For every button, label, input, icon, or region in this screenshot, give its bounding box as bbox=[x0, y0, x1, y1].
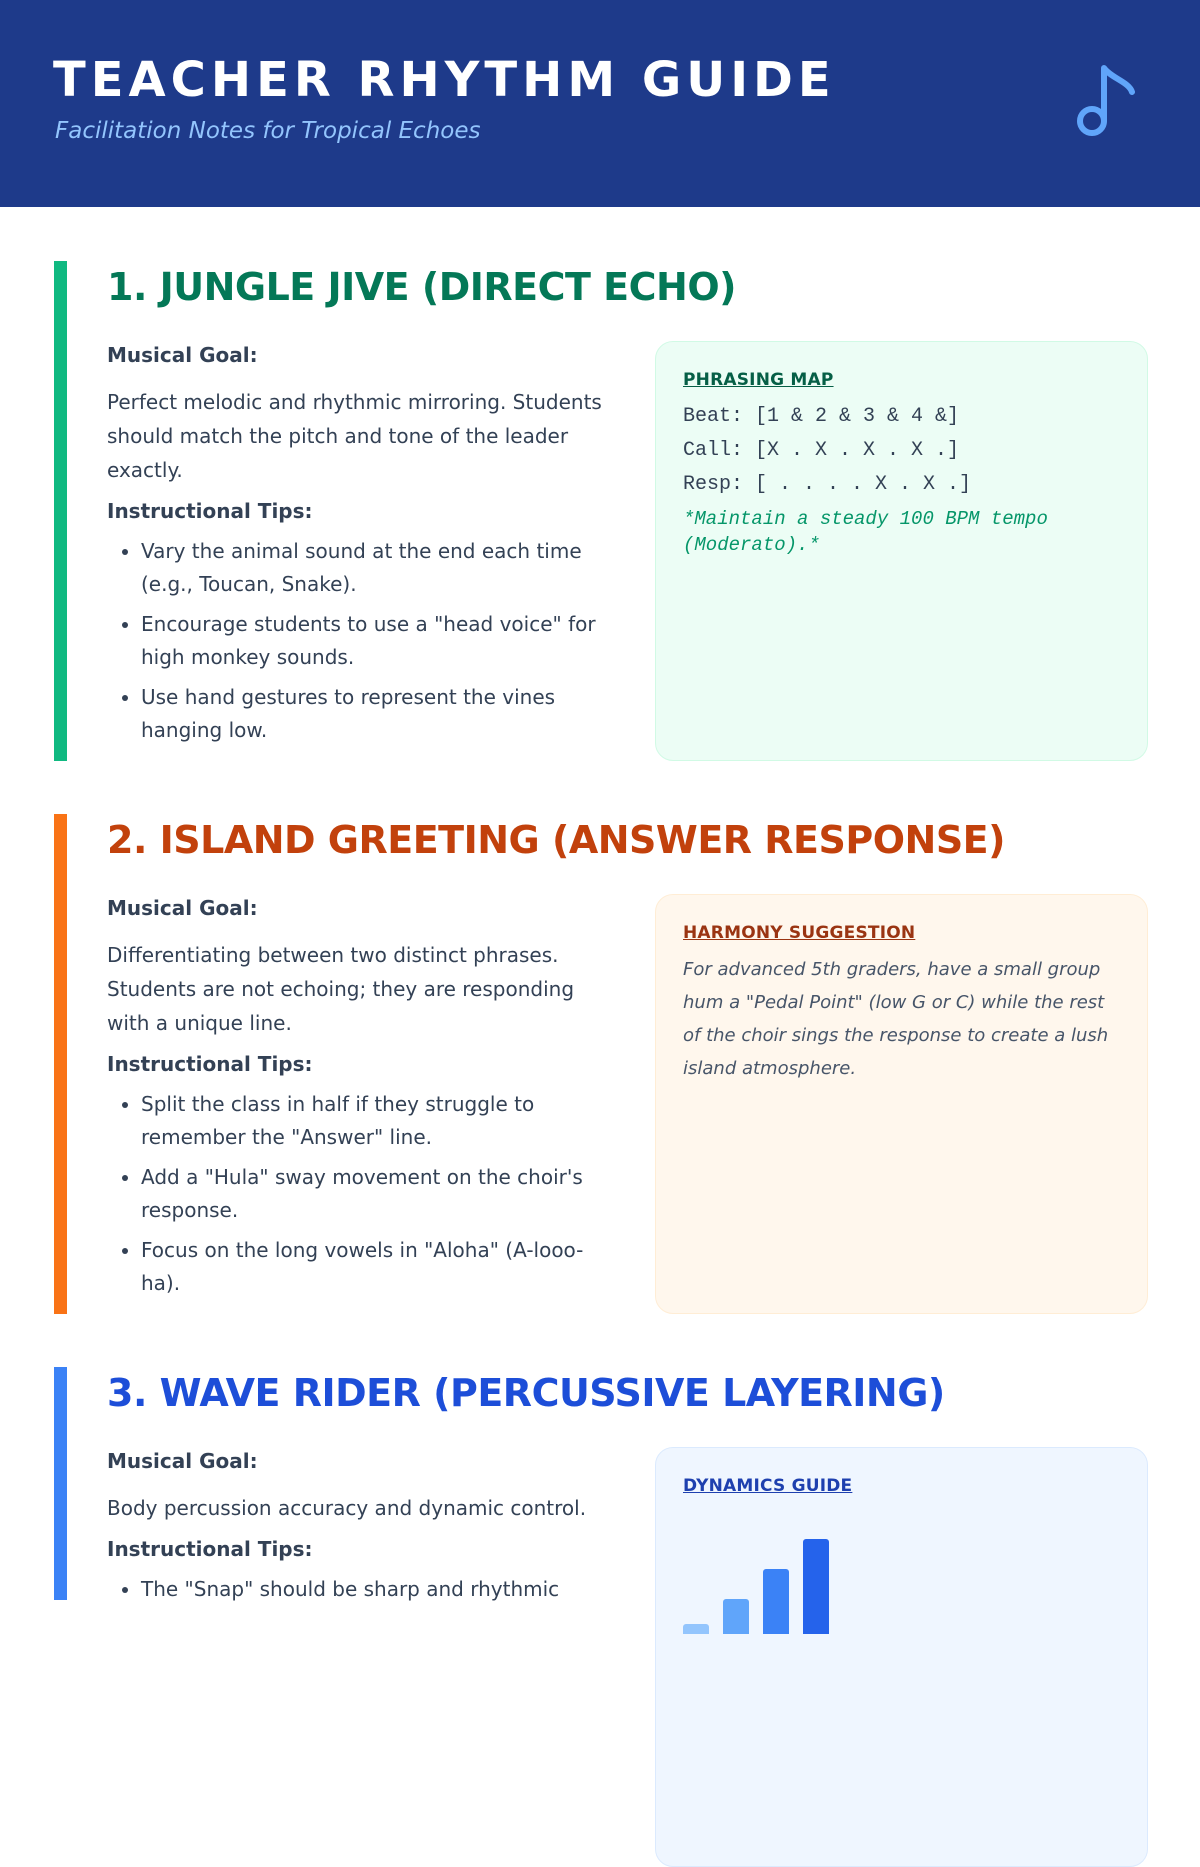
call-line: Call: [X . X . X . X .] bbox=[683, 439, 960, 462]
section-content bbox=[107, 343, 603, 754]
phrasing-map-card bbox=[655, 341, 1148, 761]
tips-list bbox=[107, 1088, 603, 1300]
goal-text: Differentiating between two distinct phrases. Students are not echoing; they are responding with a unique line. bbox=[107, 943, 575, 1035]
list-item: • Focus on the long vowels in "Aloha" (A-looo-ha). bbox=[141, 1234, 603, 1300]
section-accent-bar bbox=[54, 814, 67, 1314]
dynamics-bar bbox=[723, 1599, 749, 1634]
section-island-greeting bbox=[54, 814, 1148, 1314]
response-line: Resp: [ . . . . X . X .] bbox=[683, 473, 972, 496]
list-item: • Vary the animal sound at the end each time (e.g., Toucan, Snake). bbox=[141, 535, 603, 601]
goal-label: Musical Goal: bbox=[107, 1449, 258, 1473]
dynamics-bar bbox=[683, 1624, 709, 1634]
list-item: • Split the class in half if they struggle to remember the "Answer" line. bbox=[141, 1088, 603, 1154]
section-jungle-jive bbox=[54, 261, 1148, 761]
goal-text: Perfect melodic and rhythmic mirroring. Students should match the pitch and tone of the leader exactly. bbox=[107, 390, 602, 482]
tips-label: Instructional Tips: bbox=[107, 499, 313, 523]
tips-list bbox=[107, 1573, 603, 1606]
beat-line: Beat: [1 & 2 & 3 & 4 &] bbox=[683, 405, 960, 428]
goal-label: Musical Goal: bbox=[107, 896, 258, 920]
music-note-icon bbox=[1075, 62, 1135, 144]
goal-label: Musical Goal: bbox=[107, 343, 258, 367]
dynamics-bar bbox=[763, 1569, 789, 1634]
tips-list bbox=[107, 535, 603, 747]
section-title: 1. JUNGLE JIVE (DIRECT ECHO) bbox=[107, 265, 736, 309]
card-title: DYNAMICS GUIDE bbox=[683, 1476, 853, 1496]
dynamics-bar bbox=[803, 1539, 829, 1634]
card-title: PHRASING MAP bbox=[683, 370, 834, 390]
page-subtitle: Facilitation Notes for Tropical Echoes bbox=[55, 118, 481, 144]
harmony-text: For advanced 5th graders, have a small group hum a "Pedal Point" (low G or C) while the rest of the choir sings the response to create a lush island atmosphere. bbox=[683, 959, 1109, 1079]
dynamics-guide-card bbox=[655, 1447, 1148, 1867]
list-item: • The "Snap" should be sharp and rhythmic bbox=[141, 1573, 603, 1606]
tips-label: Instructional Tips: bbox=[107, 1537, 313, 1561]
page-header bbox=[0, 0, 1200, 207]
goal-text: Body percussion accuracy and dynamic control. bbox=[107, 1496, 587, 1520]
section-content bbox=[107, 1449, 603, 1613]
section-content bbox=[107, 896, 603, 1307]
section-title: 2. ISLAND GREETING (ANSWER RESPONSE) bbox=[107, 818, 1006, 862]
card-title: HARMONY SUGGESTION bbox=[683, 923, 916, 943]
tips-label: Instructional Tips: bbox=[107, 1052, 313, 1076]
dynamics-bars bbox=[683, 1514, 863, 1634]
list-item: • Use hand gestures to represent the vines hanging low. bbox=[141, 681, 603, 747]
section-accent-bar bbox=[54, 1367, 67, 1600]
tempo-note: *Maintain a steady 100 BPM tempo (Moderato).* bbox=[683, 508, 1048, 556]
section-accent-bar bbox=[54, 261, 67, 761]
section-title: 3. WAVE RIDER (PERCUSSIVE LAYERING) bbox=[107, 1371, 945, 1415]
harmony-suggestion-card bbox=[655, 894, 1148, 1314]
list-item: • Add a "Hula" sway movement on the choir's response. bbox=[141, 1161, 603, 1227]
list-item: • Encourage students to use a "head voice" for high monkey sounds. bbox=[141, 608, 603, 674]
page-title: TEACHER RHYTHM GUIDE bbox=[53, 52, 836, 108]
section-wave-rider bbox=[54, 1367, 1148, 1600]
